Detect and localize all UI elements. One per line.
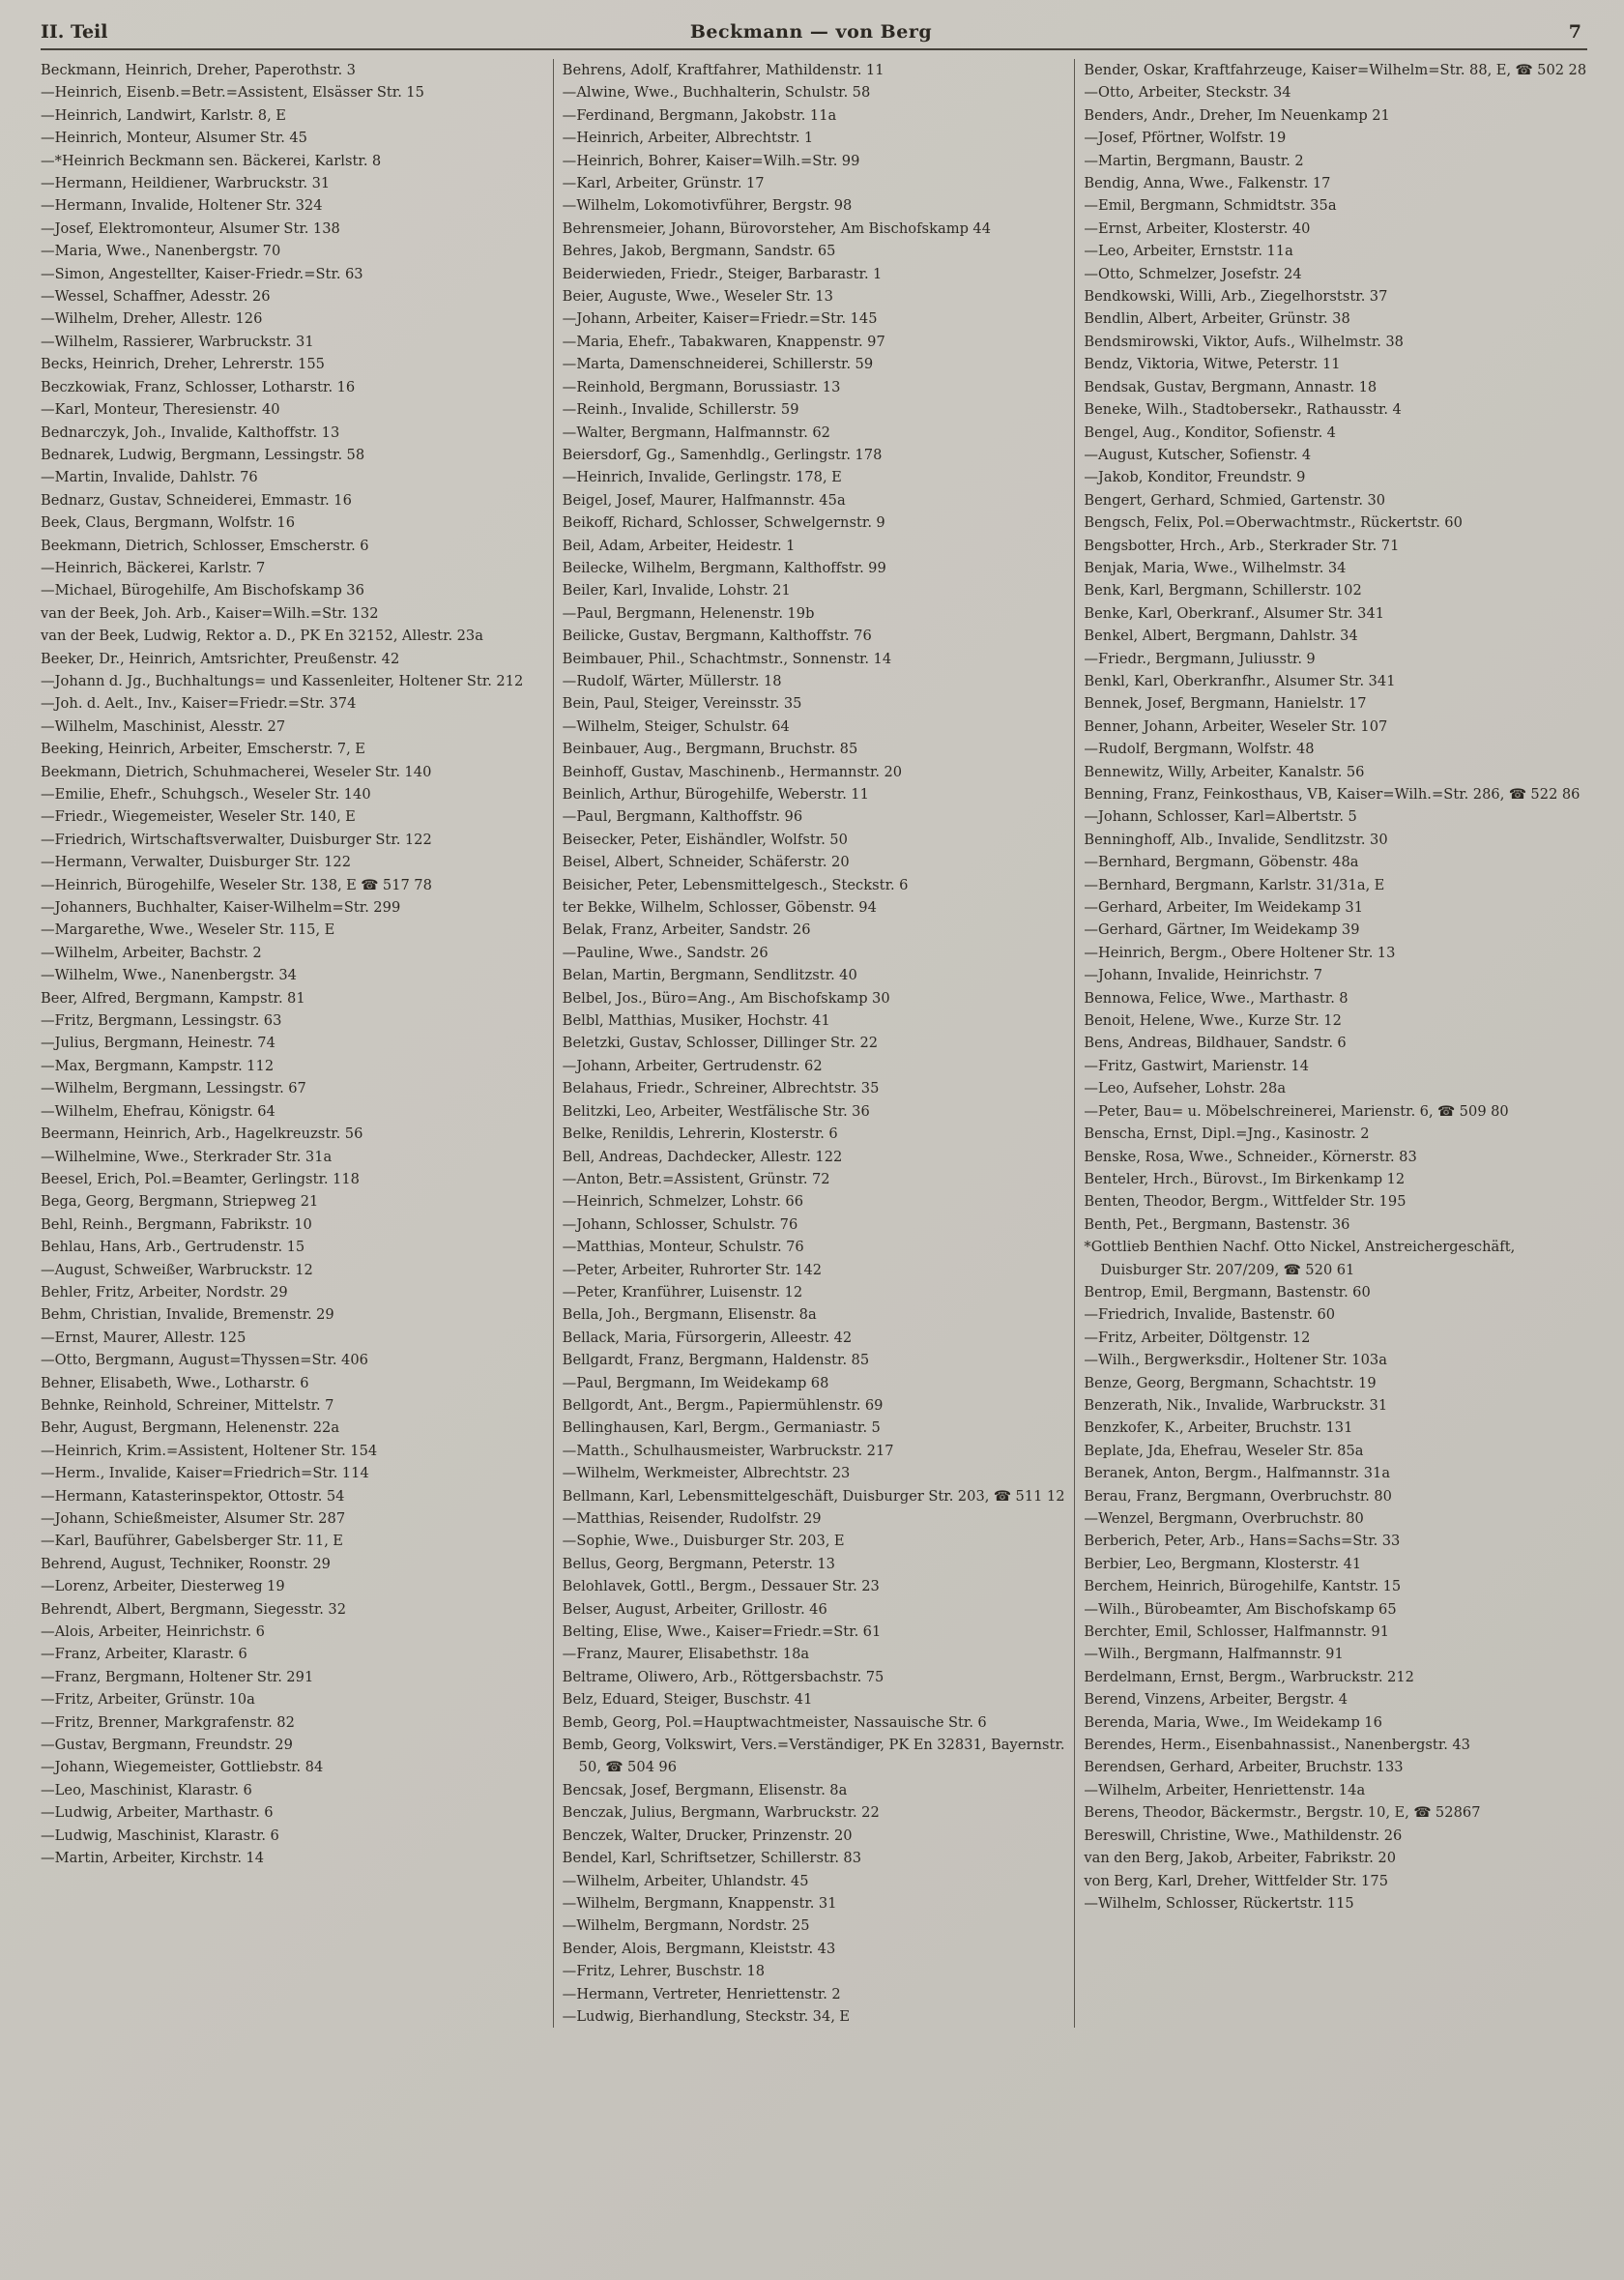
directory-entry: Behm, Christian, Invalide, Bremenstr. 29 (41, 1306, 334, 1324)
directory-entry: —Rudolf, Bergmann, Wolfstr. 48 (1084, 741, 1315, 758)
directory-entry: —August, Kutscher, Sofienstr. 4 (1084, 446, 1312, 463)
directory-entry: —Bernhard, Bergmann, Karlstr. 31/31a, E (1084, 876, 1385, 893)
directory-entry: Benczek, Walter, Drucker, Prinzenstr. 20 (562, 1827, 853, 1844)
directory-entry: —Wilh., Bergwerksdir., Holtener Str. 103a (1084, 1352, 1387, 1369)
directory-entry: —Gerhard, Arbeiter, Im Weidekamp 31 (1084, 899, 1364, 917)
directory-entry: Bemb, Georg, Pol.=Hauptwachtmeister, Nassauische Str. 6 (562, 1713, 987, 1731)
directory-entry: —Paul, Bergmann, Helenenstr. 19b (562, 604, 815, 622)
directory-entry: Benk, Karl, Bergmann, Schillerstr. 102 (1084, 582, 1362, 599)
directory-entry: —Wilhelm, Steiger, Schulstr. 64 (562, 717, 790, 735)
directory-entry: —Martin, Invalide, Dahlstr. 76 (41, 469, 258, 486)
directory-entry: —Maria, Wwe., Nanenbergstr. 70 (41, 243, 281, 260)
directory-entry: —Johann, Arbeiter, Gertrudenstr. 62 (562, 1057, 823, 1074)
column-1 (41, 59, 544, 2028)
directory-entry: Bell, Andreas, Dachdecker, Allestr. 122 (562, 1148, 843, 1165)
directory-entry: —Joh. d. Aelt., Inv., Kaiser=Friedr.=Str. 374 (41, 695, 357, 713)
directory-entry: —Wilhelm, Arbeiter, Bachstr. 2 (41, 944, 262, 961)
directory-entry: van den Berg, Jakob, Arbeiter, Fabrikstr. 20 (1084, 1850, 1397, 1867)
directory-entry: —Hermann, Katasterinspektor, Ottostr. 54 (41, 1487, 345, 1505)
directory-entry: Berbier, Leo, Bergmann, Klosterstr. 41 (1084, 1555, 1362, 1572)
directory-entry: Benscha, Ernst, Dipl.=Jng., Kasinostr. 2 (1084, 1125, 1370, 1143)
directory-entry: Beczkowiak, Franz, Schlosser, Lotharstr. 16 (41, 378, 356, 395)
directory-entry: Beermann, Heinrich, Arb., Hagelkreuzstr. 56 (41, 1125, 363, 1143)
directory-entry: —Wilh., Bürobeamter, Am Bischofskamp 65 (1084, 1600, 1397, 1618)
directory-entry: —Heinrich, Bergm., Obere Holtener Str. 13 (1084, 944, 1396, 961)
directory-entry: Bednarczyk, Joh., Invalide, Kalthoffstr. 13 (41, 424, 340, 441)
directory-entry: Bellus, Georg, Bergmann, Peterstr. 13 (562, 1555, 836, 1572)
directory-entry: Bella, Joh., Bergmann, Elisenstr. 8a (562, 1306, 817, 1324)
directory-entry: —Franz, Arbeiter, Klarastr. 6 (41, 1646, 247, 1663)
directory-entry: —Fritz, Arbeiter, Döltgenstr. 12 (1084, 1329, 1311, 1346)
directory-entry: Beckmann, Heinrich, Dreher, Paperothstr. 3 (41, 62, 356, 78)
directory-entry: Bellgardt, Franz, Bergmann, Haldenstr. 85 (562, 1352, 870, 1369)
directory-entry: —Franz, Maurer, Elisabethstr. 18a (562, 1646, 810, 1663)
directory-entry: —Karl, Monteur, Theresienstr. 40 (41, 401, 280, 419)
directory-entry: —Paul, Bergmann, Im Weidekamp 68 (562, 1374, 829, 1391)
directory-entry: Benninghoff, Alb., Invalide, Sendlitzstr. 30 (1084, 831, 1388, 848)
directory-entry: Behres, Jakob, Bergmann, Sandstr. 65 (562, 243, 836, 260)
directory-entry: —Ludwig, Maschinist, Klarastr. 6 (41, 1827, 279, 1844)
page-header (41, 21, 1587, 43)
directory-entry: —Gerhard, Gärtner, Im Weidekamp 39 (1084, 921, 1360, 939)
directory-entry: Belak, Franz, Arbeiter, Sandstr. 26 (562, 921, 811, 939)
directory-entry: Beek, Claus, Bergmann, Wolfstr. 16 (41, 514, 296, 532)
directory-entry: Behl, Reinh., Bergmann, Fabrikstr. 10 (41, 1215, 312, 1233)
directory-entry: —Wilhelmine, Wwe., Sterkrader Str. 31a (41, 1148, 333, 1165)
directory-entry: —Wenzel, Bergmann, Overbruchstr. 80 (1084, 1510, 1364, 1527)
directory-entry: Beiersdorf, Gg., Samenhdlg., Gerlingstr. 178 (562, 446, 883, 463)
column-divider (1074, 59, 1075, 2028)
directory-entry: Beiderwieden, Friedr., Steiger, Barbarastr. 1 (562, 265, 883, 282)
directory-entry: —Franz, Bergmann, Holtener Str. 291 (41, 1668, 314, 1685)
directory-entry: —Martin, Bergmann, Baustr. 2 (1084, 152, 1304, 169)
directory-entry: —Friedrich, Wirtschaftsverwalter, Duisburger Str. 122 (41, 831, 432, 848)
directory-entry: —Heinrich, Arbeiter, Albrechtstr. 1 (562, 130, 814, 147)
directory-entry: —Leo, Aufseher, Lohstr. 28a (1084, 1080, 1287, 1097)
directory-entry: Bender, Oskar, Kraftfahrzeuge, Kaiser=Wilhelm=Str. 88, E, ☎ 502 28 (1084, 62, 1587, 78)
directory-entry: —Peter, Bau= u. Möbelschreinerei, Marienstr. 6, ☎ 509 80 (1084, 1102, 1509, 1120)
directory-entry: von Berg, Karl, Dreher, Wittfelder Str. 175 (1084, 1872, 1389, 1889)
directory-entry: Beinhoff, Gustav, Maschinenb., Hermannstr. 20 (562, 763, 903, 780)
directory-entry: Benzkofer, K., Arbeiter, Bruchstr. 131 (1084, 1419, 1353, 1437)
directory-entry: —Jakob, Konditor, Freundstr. 9 (1084, 469, 1306, 486)
directory-entry: —Max, Bergmann, Kampstr. 112 (41, 1057, 275, 1074)
directory-entry: Bendz, Viktoria, Witwe, Peterstr. 11 (1084, 356, 1341, 373)
directory-entry: Berberich, Peter, Arb., Hans=Sachs=Str. 33 (1084, 1533, 1401, 1550)
directory-entry: Belbel, Jos., Büro=Ang., Am Bischofskamp 30 (562, 989, 890, 1007)
directory-entry: Behrend, August, Techniker, Roonstr. 29 (41, 1555, 331, 1572)
directory-entry: —August, Schweißer, Warbruckstr. 12 (41, 1261, 313, 1278)
directory-entry: —Wessel, Schaffner, Adesstr. 26 (41, 288, 271, 306)
directory-entry: Behlau, Hans, Arb., Gertrudenstr. 15 (41, 1239, 305, 1256)
directory-entry: —Leo, Maschinist, Klarastr. 6 (41, 1781, 252, 1798)
directory-entry: Belbl, Matthias, Musiker, Hochstr. 41 (562, 1012, 830, 1030)
directory-entry: —Anton, Betr.=Assistent, Grünstr. 72 (562, 1170, 830, 1187)
directory-entry: —Peter, Kranführer, Luisenstr. 12 (562, 1283, 803, 1301)
directory-entry: Behner, Elisabeth, Wwe., Lotharstr. 6 (41, 1374, 309, 1391)
directory-entry: —Paul, Bergmann, Kalthoffstr. 96 (562, 808, 803, 826)
directory-entry: —Johann d. Jg., Buchhaltungs= und Kassenleiter, Holtener Str. 212 (41, 672, 524, 689)
directory-columns (41, 59, 1587, 2028)
directory-entry: —Bernhard, Bergmann, Göbenstr. 48a (1084, 854, 1359, 871)
directory-entry: Belz, Eduard, Steiger, Buschstr. 41 (562, 1691, 813, 1709)
directory-entry: ter Bekke, Wilhelm, Schlosser, Göbenstr. 94 (562, 899, 877, 917)
page-number: 7 (1568, 21, 1581, 43)
directory-entry: Benkl, Karl, Oberkranfhr., Alsumer Str. 341 (1084, 672, 1396, 689)
directory-entry: Belohlavek, Gottl., Bergm., Dessauer Str. 23 (562, 1578, 880, 1595)
directory-entry: Behrensmeier, Johann, Bürovorsteher, Am Bischofskamp 44 (562, 219, 992, 237)
directory-entry: Bennowa, Felice, Wwe., Marthastr. 8 (1084, 989, 1348, 1007)
directory-entry: —Ernst, Maurer, Allestr. 125 (41, 1329, 246, 1346)
directory-entry: Bemb, Georg, Volkswirt, Vers.=Verständiger, PK En 32831, Bayernstr. 50, ☎ 504 96 (562, 1737, 1065, 1776)
directory-entry: —Alwine, Wwe., Buchhalterin, Schulstr. 58 (562, 84, 871, 102)
directory-entry: —Wilhelm, Arbeiter, Uhlandstr. 45 (562, 1872, 809, 1889)
directory-entry: —Sophie, Wwe., Duisburger Str. 203, E (562, 1533, 845, 1550)
directory-entry: Belke, Renildis, Lehrerin, Klosterstr. 6 (562, 1125, 838, 1143)
directory-entry: Beimbauer, Phil., Schachtmstr., Sonnenstr. 14 (562, 650, 892, 667)
directory-entry: Beisecker, Peter, Eishändler, Wolfstr. 50 (562, 831, 848, 848)
directory-entry: Beilecke, Wilhelm, Bergmann, Kalthoffstr. 99 (562, 559, 886, 576)
directory-entry: Beinlich, Arthur, Bürogehilfe, Weberstr. 11 (562, 786, 869, 803)
directory-entry: —Wilhelm, Wwe., Nanenbergstr. 34 (41, 967, 298, 984)
directory-entry: Bengert, Gerhard, Schmied, Gartenstr. 30 (1084, 491, 1386, 509)
directory-entry: Bendig, Anna, Wwe., Falkenstr. 17 (1084, 175, 1331, 192)
directory-entry: Bellack, Maria, Fürsorgerin, Alleestr. 42 (562, 1329, 853, 1346)
directory-entry: Belitzki, Leo, Arbeiter, Westfälische Str. 36 (562, 1102, 870, 1120)
directory-entry: Benjak, Maria, Wwe., Wilhelmstr. 34 (1084, 559, 1347, 576)
directory-entry: Bengel, Aug., Konditor, Sofienstr. 4 (1084, 424, 1337, 441)
directory-entry: Belahaus, Friedr., Schreiner, Albrechtstr. 35 (562, 1080, 880, 1097)
directory-entry: —Heinrich, Eisenb.=Betr.=Assistent, Elsässer Str. 15 (41, 84, 424, 102)
directory-entry: —Wilhelm, Maschinist, Alesstr. 27 (41, 717, 286, 735)
directory-entry: —Heinrich, Bohrer, Kaiser=Wilh.=Str. 99 (562, 152, 860, 169)
directory-entry: Beier, Auguste, Wwe., Weseler Str. 13 (562, 288, 833, 306)
directory-entry: Beneke, Wilh., Stadtobersekr., Rathausstr. 4 (1084, 401, 1402, 419)
directory-entry: Beikoff, Richard, Schlosser, Schwelgernstr. 9 (562, 514, 885, 532)
directory-entry: Beisel, Albert, Schneider, Schäferstr. 20 (562, 854, 850, 871)
directory-entry: —Heinrich, Schmelzer, Lohstr. 66 (562, 1193, 804, 1211)
directory-entry: Benner, Johann, Arbeiter, Weseler Str. 107 (1084, 717, 1388, 735)
column-2 (563, 59, 1066, 2028)
directory-entry: Bendel, Karl, Schriftsetzer, Schillerstr. 83 (562, 1850, 862, 1867)
directory-entry: Berendsen, Gerhard, Arbeiter, Bruchstr. 133 (1084, 1759, 1404, 1776)
directory-entry: —Otto, Arbeiter, Steckstr. 34 (1084, 84, 1291, 102)
directory-entry: —Johann, Schlosser, Schulstr. 76 (562, 1215, 798, 1233)
directory-entry: Bednarz, Gustav, Schneiderei, Emmastr. 16 (41, 491, 352, 509)
directory-entry: Benkel, Albert, Bergmann, Dahlstr. 34 (1084, 628, 1358, 645)
directory-entry: —Alois, Arbeiter, Heinrichstr. 6 (41, 1623, 265, 1641)
directory-entry: Beranek, Anton, Bergm., Halfmannstr. 31a (1084, 1465, 1391, 1482)
directory-entry: —Fritz, Lehrer, Buschstr. 18 (562, 1963, 766, 1980)
directory-entry: —Josef, Pförtner, Wolfstr. 19 (1084, 130, 1287, 147)
directory-entry: Behnke, Reinhold, Schreiner, Mittelstr. 7 (41, 1396, 334, 1414)
directory-entry: Bender, Alois, Bergmann, Kleiststr. 43 (562, 1940, 836, 1957)
directory-entry: van der Beek, Ludwig, Rektor a. D., PK En 32152, Allestr. 23a (41, 628, 484, 645)
directory-entry: Berchter, Emil, Schlosser, Halfmannstr. 91 (1084, 1623, 1390, 1641)
directory-entry: Benzerath, Nik., Invalide, Warbruckstr. 31 (1084, 1396, 1388, 1414)
directory-entry: —Ludwig, Arbeiter, Marthastr. 6 (41, 1804, 274, 1822)
directory-entry: —Johann, Wiegemeister, Gottliebstr. 84 (41, 1759, 324, 1776)
directory-entry: —Maria, Ehefr., Tabakwaren, Knappenstr. 97 (562, 333, 885, 350)
directory-entry: Beeker, Dr., Heinrich, Amtsrichter, Preußenstr. 42 (41, 650, 400, 667)
directory-entry: —Matthias, Monteur, Schulstr. 76 (562, 1239, 804, 1256)
directory-entry: Benoit, Helene, Wwe., Kurze Str. 12 (1084, 1012, 1342, 1030)
directory-entry: Benke, Karl, Oberkranf., Alsumer Str. 341 (1084, 604, 1385, 622)
directory-entry: Benske, Rosa, Wwe., Schneider., Körnerstr. 83 (1084, 1148, 1417, 1165)
directory-entry: —Heinrich, Bäckerei, Karlstr. 7 (41, 559, 266, 576)
directory-entry: —Fritz, Gastwirt, Marienstr. 14 (1084, 1057, 1310, 1074)
directory-entry: Berens, Theodor, Bäckermstr., Bergstr. 10, E, ☎ 52867 (1084, 1804, 1481, 1822)
directory-entry: —Friedr., Bergmann, Juliusstr. 9 (1084, 650, 1316, 667)
directory-entry: Bednarek, Ludwig, Bergmann, Lessingstr. 58 (41, 446, 365, 463)
directory-entry: van der Beek, Joh. Arb., Kaiser=Wilh.=Str. 132 (41, 604, 379, 622)
directory-entry: —Herm., Invalide, Kaiser=Friedrich=Str. 114 (41, 1465, 369, 1482)
directory-entry: Bens, Andreas, Bildhauer, Sandstr. 6 (1084, 1035, 1347, 1052)
directory-entry: Behler, Fritz, Arbeiter, Nordstr. 29 (41, 1283, 288, 1301)
directory-entry: Beigel, Josef, Maurer, Halfmannstr. 45a (562, 491, 846, 509)
directory-entry: —Lorenz, Arbeiter, Diesterweg 19 (41, 1578, 285, 1595)
directory-entry: Bein, Paul, Steiger, Vereinsstr. 35 (562, 695, 802, 713)
directory-entry: Belser, August, Arbeiter, Grillostr. 46 (562, 1600, 827, 1618)
directory-entry: —Hermann, Invalide, Holtener Str. 324 (41, 197, 323, 215)
directory-entry: —Heinrich, Bürogehilfe, Weseler Str. 138, E ☎ 517 78 (41, 876, 432, 893)
directory-entry: Benczak, Julius, Bergmann, Warbruckstr. 22 (562, 1804, 880, 1822)
column-3 (1084, 59, 1587, 2028)
directory-entry: Bennewitz, Willy, Arbeiter, Kanalstr. 56 (1084, 763, 1365, 780)
directory-entry: Bendsmirowski, Viktor, Aufs., Wilhelmstr. 38 (1084, 333, 1405, 350)
directory-entry: Beiler, Karl, Invalide, Lohstr. 21 (562, 582, 791, 599)
directory-entry: Beletzki, Gustav, Schlosser, Dillinger Str. 22 (562, 1035, 879, 1052)
directory-entry: Beisicher, Peter, Lebensmittelgesch., Steckstr. 6 (562, 876, 909, 893)
directory-entry: —Wilh., Bergmann, Halfmannstr. 91 (1084, 1646, 1344, 1663)
directory-entry: —Johann, Schlosser, Karl=Albertstr. 5 (1084, 808, 1357, 826)
directory-entry: Bendkowski, Willi, Arb., Ziegelhorststr. 37 (1084, 288, 1388, 306)
directory-entry: —Wilhelm, Bergmann, Lessingstr. 67 (41, 1080, 306, 1097)
directory-entry: —Ferdinand, Bergmann, Jakobstr. 11a (562, 106, 837, 124)
directory-entry: —Walter, Bergmann, Halfmannstr. 62 (562, 424, 831, 441)
directory-entry: —Otto, Schmelzer, Josefstr. 24 (1084, 265, 1302, 282)
directory-entry: —Friedr., Wiegemeister, Weseler Str. 140, E (41, 808, 356, 826)
directory-entry: —Hermann, Verwalter, Duisburger Str. 122 (41, 854, 352, 871)
directory-entry: Beekmann, Dietrich, Schlosser, Emscherstr. 6 (41, 537, 369, 554)
directory-entry: Bendlin, Albert, Arbeiter, Grünstr. 38 (1084, 310, 1350, 328)
directory-entry: Behrendt, Albert, Bergmann, Siegesstr. 32 (41, 1600, 347, 1618)
directory-entry: Benth, Pet., Bergmann, Bastenstr. 36 (1084, 1215, 1350, 1233)
header-title: Beckmann — von Berg (689, 21, 933, 43)
directory-entry: —*Heinrich Beckmann sen. Bäckerei, Karlstr. 8 (41, 152, 382, 169)
directory-entry: —Reinhold, Bergmann, Borussiastr. 13 (562, 378, 841, 395)
directory-entry: —Fritz, Arbeiter, Grünstr. 10a (41, 1691, 255, 1709)
directory-entry: —Peter, Arbeiter, Ruhrorter Str. 142 (562, 1261, 823, 1278)
directory-entry: Beeking, Heinrich, Arbeiter, Emscherstr. 7, E (41, 741, 365, 758)
directory-entry: —Friedrich, Invalide, Bastenstr. 60 (1084, 1306, 1336, 1324)
directory-entry: —Wilhelm, Ehefrau, Königstr. 64 (41, 1102, 276, 1120)
column-divider (553, 59, 554, 2028)
directory-entry: —Matth., Schulhausmeister, Warbruckstr. 217 (562, 1442, 894, 1459)
directory-entry: —Hermann, Vertreter, Henriettenstr. 2 (562, 1985, 841, 2002)
directory-entry: Bennek, Josef, Bergmann, Hanielstr. 17 (1084, 695, 1367, 713)
directory-entry: Benteler, Hrch., Bürovst., Im Birkenkamp 12 (1084, 1170, 1406, 1187)
directory-entry: —Pauline, Wwe., Sandstr. 26 (562, 944, 768, 961)
directory-entry: —Wilhelm, Rassierer, Warbruckstr. 31 (41, 333, 314, 350)
directory-entry: —Heinrich, Monteur, Alsumer Str. 45 (41, 130, 308, 147)
directory-entry: Beil, Adam, Arbeiter, Heidestr. 1 (562, 537, 796, 554)
directory-entry: —Fritz, Brenner, Markgrafenstr. 82 (41, 1713, 295, 1731)
directory-entry: Bentrop, Emil, Bergmann, Bastenstr. 60 (1084, 1283, 1371, 1301)
header-part-label: II. Teil (41, 21, 108, 43)
directory-entry: —Fritz, Bergmann, Lessingstr. 63 (41, 1012, 282, 1030)
directory-entry: —Karl, Bauführer, Gabelsberger Str. 11, E (41, 1533, 344, 1550)
directory-entry: —Leo, Arbeiter, Ernststr. 11a (1084, 243, 1293, 260)
directory-entry: —Josef, Elektromonteur, Alsumer Str. 138 (41, 219, 340, 237)
directory-entry: —Johann, Schießmeister, Alsumer Str. 287 (41, 1510, 346, 1527)
directory-entry: Bellinghausen, Karl, Bergm., Germaniastr. 5 (562, 1419, 881, 1437)
directory-entry: Bendsak, Gustav, Bergmann, Annastr. 18 (1084, 378, 1378, 395)
directory-entry: Becks, Heinrich, Dreher, Lehrerstr. 155 (41, 356, 325, 373)
directory-entry: —Johann, Invalide, Heinrichstr. 7 (1084, 967, 1323, 984)
directory-entry: —Wilhelm, Arbeiter, Henriettenstr. 14a (1084, 1781, 1366, 1798)
directory-entry: Beesel, Erich, Pol.=Beamter, Gerlingstr. 118 (41, 1170, 361, 1187)
directory-entry: Bencsak, Josef, Bergmann, Elisenstr. 8a (562, 1781, 848, 1798)
directory-entry: Bereswill, Christine, Wwe., Mathildenstr. 26 (1084, 1827, 1403, 1844)
directory-entry: Belting, Elise, Wwe., Kaiser=Friedr.=Str. 61 (562, 1623, 882, 1641)
directory-entry: —Wilhelm, Bergmann, Nordstr. 25 (562, 1917, 810, 1935)
directory-entry: —Otto, Bergmann, August=Thyssen=Str. 406 (41, 1352, 368, 1369)
directory-entry: Bengsbotter, Hrch., Arb., Sterkrader Str. 71 (1084, 537, 1400, 554)
directory-entry: —Marta, Damenschneiderei, Schillerstr. 59 (562, 356, 874, 373)
directory-entry: Benten, Theodor, Bergm., Wittfelder Str. 195 (1084, 1193, 1406, 1211)
directory-entry: —Wilhelm, Schlosser, Rückertstr. 115 (1084, 1894, 1354, 1912)
directory-entry: Beplate, Jda, Ehefrau, Weseler Str. 85a (1084, 1442, 1364, 1459)
directory-entry: —Ludwig, Bierhandlung, Steckstr. 34, E (562, 2007, 851, 2025)
directory-entry: —Michael, Bürogehilfe, Am Bischofskamp 36 (41, 582, 364, 599)
directory-entry: —Emilie, Ehefr., Schuhgsch., Weseler Str. 140 (41, 786, 371, 803)
directory-entry: —Ernst, Arbeiter, Klosterstr. 40 (1084, 219, 1311, 237)
directory-entry: —Johann, Arbeiter, Kaiser=Friedr.=Str. 145 (562, 310, 878, 328)
directory-entry: Beekmann, Dietrich, Schuhmacherei, Weseler Str. 140 (41, 763, 432, 780)
directory-entry: *Gottlieb Benthien Nachf. Otto Nickel, Anstreichergeschäft, Duisburger Str. 207/209, ☎ 520 61 (1084, 1239, 1516, 1278)
directory-entry: Berendes, Herm., Eisenbahnassist., Nanenbergstr. 43 (1084, 1737, 1470, 1754)
directory-entry: Bega, Georg, Bergmann, Striepweg 21 (41, 1193, 319, 1211)
directory-entry: —Margarethe, Wwe., Weseler Str. 115, E (41, 921, 335, 939)
directory-entry: Benning, Franz, Feinkosthaus, VB, Kaiser=Wilh.=Str. 286, ☎ 522 86 (1084, 786, 1580, 803)
directory-entry: Berend, Vinzens, Arbeiter, Bergstr. 4 (1084, 1691, 1348, 1709)
directory-entry: —Heinrich, Landwirt, Karlstr. 8, E (41, 106, 286, 124)
directory-entry: —Matthias, Reisender, Rudolfstr. 29 (562, 1510, 822, 1527)
directory-entry: Bellmann, Karl, Lebensmittelgeschäft, Duisburger Str. 203, ☎ 511 12 (562, 1487, 1065, 1505)
directory-entry: Behrens, Adolf, Kraftfahrer, Mathildenstr. 11 (562, 62, 884, 78)
directory-entry: —Wilhelm, Dreher, Allestr. 126 (41, 310, 263, 328)
directory-entry: —Heinrich, Krim.=Assistent, Holtener Str. 154 (41, 1442, 378, 1459)
directory-entry: —Hermann, Heildiener, Warbruckstr. 31 (41, 175, 331, 192)
directory-entry: —Martin, Arbeiter, Kirchstr. 14 (41, 1850, 265, 1867)
directory-entry: —Wilhelm, Lokomotivführer, Bergstr. 98 (562, 197, 853, 215)
directory-entry: Benders, Andr., Dreher, Im Neuenkamp 21 (1084, 106, 1390, 124)
directory-entry: —Simon, Angestellter, Kaiser-Friedr.=Str. 63 (41, 265, 363, 282)
directory-entry: —Julius, Bergmann, Heinestr. 74 (41, 1035, 276, 1052)
directory-entry: Beer, Alfred, Bergmann, Kampstr. 81 (41, 989, 305, 1007)
directory-entry: Bengsch, Felix, Pol.=Oberwachtmstr., Rückertstr. 60 (1084, 514, 1463, 532)
directory-entry: —Wilhelm, Bergmann, Knappenstr. 31 (562, 1894, 837, 1912)
directory-entry: —Heinrich, Invalide, Gerlingstr. 178, E (562, 469, 842, 486)
directory-entry: —Wilhelm, Werkmeister, Albrechtstr. 23 (562, 1465, 851, 1482)
directory-entry: Bellgordt, Ant., Bergm., Papiermühlenstr. 69 (562, 1396, 884, 1414)
directory-entry: —Emil, Bergmann, Schmidtstr. 35a (1084, 197, 1337, 215)
directory-entry: —Johanners, Buchhalter, Kaiser-Wilhelm=Str. 299 (41, 899, 401, 917)
directory-entry: Berdelmann, Ernst, Bergm., Warbruckstr. 212 (1084, 1668, 1414, 1685)
directory-entry: Beilicke, Gustav, Bergmann, Kalthoffstr. 76 (562, 628, 872, 645)
directory-entry: Behr, August, Bergmann, Helenenstr. 22a (41, 1419, 340, 1437)
directory-entry: Benze, Georg, Bergmann, Schachtstr. 19 (1084, 1374, 1377, 1391)
directory-entry: —Gustav, Bergmann, Freundstr. 29 (41, 1737, 293, 1754)
directory-entry: Berenda, Maria, Wwe., Im Weidekamp 16 (1084, 1713, 1382, 1731)
directory-entry: —Reinh., Invalide, Schillerstr. 59 (562, 401, 799, 419)
directory-entry: Beinbauer, Aug., Bergmann, Bruchstr. 85 (562, 741, 858, 758)
directory-entry: Berchem, Heinrich, Bürogehilfe, Kantstr. 15 (1084, 1578, 1402, 1595)
directory-entry: Beltrame, Oliwero, Arb., Röttgersbachstr. 75 (562, 1668, 884, 1685)
directory-entry: Belan, Martin, Bergmann, Sendlitzstr. 40 (562, 967, 857, 984)
directory-entry: Berau, Franz, Bergmann, Overbruchstr. 80 (1084, 1487, 1393, 1505)
directory-entry: —Karl, Arbeiter, Grünstr. 17 (562, 175, 765, 192)
directory-entry: —Rudolf, Wärter, Müllerstr. 18 (562, 672, 782, 689)
header-rule (41, 48, 1587, 50)
